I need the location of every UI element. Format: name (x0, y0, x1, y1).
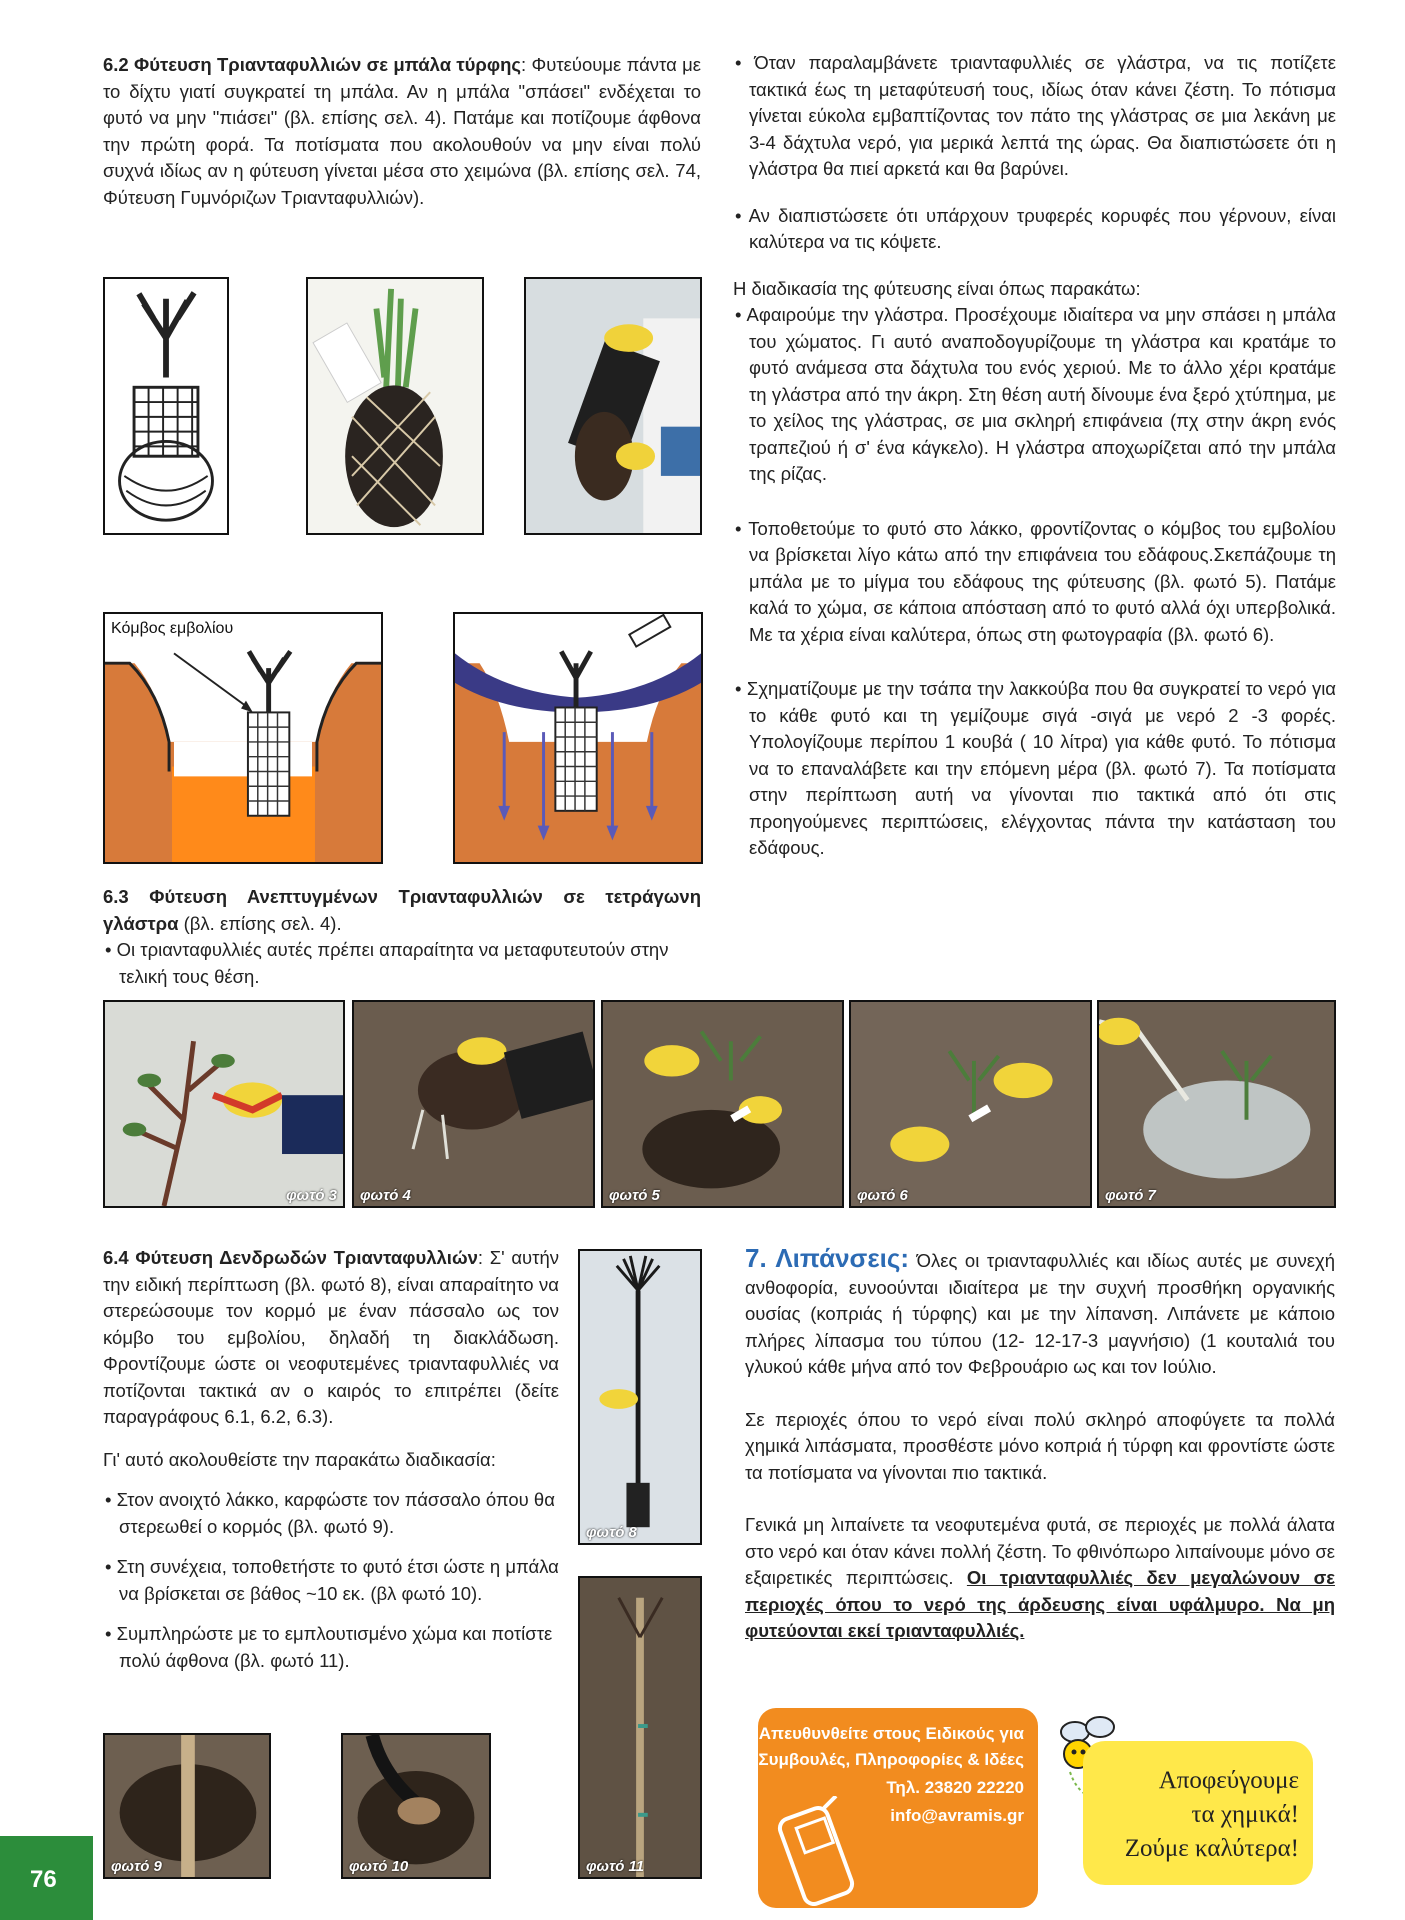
phone-icon (776, 1796, 866, 1906)
section-6-4-bullet-1: • Στον ανοιχτό λάκκο, καρφώστε τον πάσσαλο όπου θα στερεωθεί ο κορμός (βλ. φωτό 9). (105, 1489, 555, 1537)
right-bullet-pot-watering: • Όταν παραλαμβάνετε τριανταφυλλιές σε γλάστρα, να τις ποτίζετε τακτικά έως τη μεταφύτευσή τους, ιδίως όταν κάνει ζέστη. Το πότισμα γίνεται εύκολα εμβαπτίζοντας τον πάτο της γλάστρας σε μια λεκάνη με 3-4 δάχτυλα νερό, για μερικά λεπτά της ώρας. Θα διαπιστώσετε ότι η γλάστρα θα πιεί αρκετά και θα βαρύνει. (735, 52, 1336, 179)
section-6-4-bullet-2: • Στη συνέχεια, τοποθετήστε το φυτό έτσι ώστε η μπάλα να βρίσκεται σε βάθος ~10 εκ. (βλ φωτό 10). (105, 1556, 559, 1604)
section-6-2 (103, 52, 701, 211)
section-6-2-body: : Φυτεύουμε πάντα με το δίχτυ γιατί συγκρατεί τη μπάλα. Αν η μπάλα "σπάσει" ενδέχεται το φυτό να μην "πιάσει" (βλ. επίσης σελ. 4). Πατάμε και ποτίζουμε άφθονα την πρώτη φορά. Τα ποτίσματα που ακολουθούν να μην είναι πολύ συχνά ιδίως αν η φύτευση γίνεται μέσα στο χειμώνα (βλ. επίσης σελ. 74, Φύτευση Γυμνόριζων Τριανταφυλλιών). (103, 54, 701, 208)
contact-line-2: Συμβουλές, Πληροφορίες & Ιδέες (758, 1750, 1024, 1769)
contact-line-1: Απευθυνθείτε στους Ειδικούς για (758, 1724, 1024, 1743)
diagram-label-graft-union: Κόμβος εμβολίου (111, 620, 234, 637)
photo-10-plant-in-hole (341, 1733, 491, 1879)
caption-photo-6: φωτό 6 (857, 1187, 908, 1204)
photo-5-placing-in-hole (601, 1000, 844, 1208)
section-6-4-bullet-3: • Συμπληρώστε με το εμπλουτισμένο χώμα και ποτίστε πολύ άφθονα (βλ. φωτό 11). (105, 1623, 553, 1671)
section-7-para-1: Όλες οι τριανταφυλλιές και ιδίως αυτές με συνεχή ανθοφορία, ευνοούνται ιδιαίτερα με την συχνή προσθήκη οργανικής ουσίας (κοπριάς ή τύρφης) και με την λίπανση. Λιπάνετε με κάποιο πλήρες λίπασμα του τύπου (12- 12-17-3 μαγνήσιο) (1 κουταλιά του γλυκού κάθε μήνα από τον Φεβρουάριο ως και τον Ιούλιο. (745, 1250, 1336, 1377)
section-7-para-2: Σε περιοχές όπου το νερό είναι πολύ σκληρό αποφύγετε τα πολλά χημικά λιπάσματα, προσθέστε μόνο κοπριά ή τύρφη και φροντίστε ώστε τα ποτίσματα να γίνονται πιο τακτικά. (745, 1408, 1335, 1483)
section-6-3-heading: 6.3 Φύτευση Ανεπτυγμένων Τριανταφυλλιών σε τετράγωνη γλάστρα (103, 886, 701, 934)
photo-8-standard-rose (578, 1249, 702, 1545)
photo-6-pressing-soil (849, 1000, 1092, 1208)
section-6-3-bullet-1: • Οι τριανταφυλλιές αυτές πρέπει απαραίτητα να μεταφυτευτούν στην τελική τους θέση. (105, 939, 669, 987)
caption-photo-9: φωτό 9 (111, 1858, 162, 1875)
section-6-4-body: : Σ' αυτήν την ειδική περίπτωση (βλ. φωτό 8), είναι απαραίτητο να στερεώσουμε τον κορμό με έναν πάσσαλο ως τον κόμβο του εμβολίου, δηλαδή τη διακλάδωση. Φροντίζουμε ώστε οι νεοφυτεμένες τριανταφυλλιές να ποτίζονται τακτικά αν ο καιρός το επιτρέπει (δείτε παραγράφους 6.1, 6.2, 6.3). (103, 1247, 559, 1427)
contact-email[interactable]: info@avramis.gr (890, 1806, 1024, 1825)
right-column (733, 50, 1336, 862)
right-bullet-water-basin: • Σχηματίζουμε με την τσάπα την λακκούβα που θα συγκρατεί το νερό για το κάθε φυτό και τη γεμίζουμε σιγά -σιγά με νερό 2 -3 φορές. Υπολογίζουμε περίπου 1 κουβά ( 10 λίτρα) για κάθε φυτό. Το πότισμα να το επαναλάβετε και την επόμενη μέρα (βλ. φωτό 7). Τα ποτίσματα στην περίπτωση αυτή να γίνονται πιο τακτικά από ότι στις προηγούμενες περιπτώσεις, ελέγχοντας πάντα την κατάσταση του εδάφους. (735, 678, 1336, 858)
photo-removing-pot (524, 277, 702, 535)
bee-message-box (1083, 1741, 1313, 1885)
section-6-4 (103, 1245, 559, 1674)
diagram-watering-basin (453, 612, 703, 864)
photo-4-unpotting (352, 1000, 595, 1208)
caption-photo-8: φωτό 8 (586, 1524, 637, 1541)
section-6-3-ref: (βλ. επίσης σελ. 4). (178, 912, 342, 934)
photo-3-pruning (103, 1000, 345, 1208)
caption-photo-10: φωτό 10 (349, 1858, 409, 1875)
section-6-4-heading: 6.4 Φύτευση Δενδρωδών Τριανταφυλλιών (103, 1247, 478, 1268)
section-7-warning: Οι τριανταφυλλιές δεν μεγαλώνουν σε περιοχές όπου το νερό της άρδευσης είναι υφάλμυρο. Να μη φυτεύονται εκεί τριανταφυλλιές. (745, 1567, 1336, 1641)
caption-photo-3: φωτό 3 (286, 1187, 337, 1204)
diagram-graft-union-in-hole (103, 612, 383, 864)
right-intro: Η διαδικασία της φύτευσης είναι όπως παρακάτω: (733, 277, 1141, 299)
photo-7-watering (1097, 1000, 1336, 1208)
section-6-4-intro: Γι' αυτό ακολουθείστε την παρακάτω διαδικασία: (103, 1448, 496, 1470)
right-bullet-place-plant: • Τοποθετούμε το φυτό στο λάκκο, φροντίζοντας ο κόμβος του εμβολίου να βρίσκεται λίγο κάτω από την επιφάνεια του εδάφους.Σκεπάζουμε τη μπάλα με το μίγμα του εδάφους της φύτευσης (βλ. φωτό 5). Πατάμε καλά το χώμα, σε κάποια απόσταση από το φυτό αλλά όχι υπερβολικά. Με τα χέρια είναι καλύτερα, όπως στη φωτογραφία (βλ. φωτό 6). (735, 517, 1336, 645)
bee-message-line-2: τα χημικά! (1191, 1801, 1299, 1828)
page-number: 76 (30, 1866, 57, 1893)
section-7-para-3 (745, 1512, 1335, 1645)
right-bullet-cut-tips: • Αν διαπιστώσετε ότι υπάρχουν τρυφερές κορυφές που γέρνουν, είναι καλύτερα να τις κόψετε. (735, 204, 1336, 252)
section-7-para-3-text: Γενικά μη λιπαίνετε τα νεοφυτεμένα φυτά, σε περιοχές με πολλά άλατα στο νερό και όταν κάνει πολλή ζέστη. Το φθινόπωρο λιπαίνουμε μόνο σε εξαιρετικές περιπτώσεις. (745, 1514, 1335, 1588)
illustration-root-ball-drawing (103, 277, 229, 535)
caption-photo-11: φωτό 11 (586, 1858, 645, 1875)
photo-11-filled-hole (578, 1576, 702, 1879)
bee-message-line-3: Ζούμε καλύτερα! (1124, 1835, 1299, 1862)
contact-box (758, 1708, 1038, 1908)
photo-rose-root-ball-net (306, 277, 484, 535)
caption-photo-7: φωτό 7 (1105, 1187, 1156, 1204)
section-6-3 (103, 884, 701, 990)
right-bullet-remove-pot: • Αφαιρούμε την γλάστρα. Προσέχουμε ιδιαίτερα να μην σπάσει η μπάλα του χώματος. Γι αυτό αναποδογυρίζουμε τη γλάστρα και κρατάμε το φυτό ανάμεσα στα δάχτυλα του ενός χεριού. Με το άλλο χέρι κρατάμε τη γλάστρα από την άκρη. Στη θέση αυτή δίνουμε ένα ξερό χτύπημα, με το χείλος της γλάστρας, σε μια σκληρή επιφάνεια (πχ στην άκρη ενός τραπεζιού ή σ' ένα κάγκελο). Η γλάστρα αποχωρίζεται από την μπάλα της ρίζας. (735, 304, 1336, 484)
caption-photo-4: φωτό 4 (360, 1187, 411, 1204)
bee-message-line-1: Αποφεύγουμε (1158, 1767, 1299, 1794)
section-6-2-heading: 6.2 Φύτευση Τριανταφυλλιών σε μπάλα τύρφης (103, 54, 522, 75)
caption-photo-5: φωτό 5 (609, 1187, 660, 1204)
section-7 (745, 1245, 1335, 1645)
photo-9-stake-in-hole (103, 1733, 271, 1879)
section-7-title: 7. Λιπάνσεις: (745, 1243, 910, 1273)
contact-phone[interactable]: Τηλ. 23820 22220 (886, 1778, 1024, 1797)
